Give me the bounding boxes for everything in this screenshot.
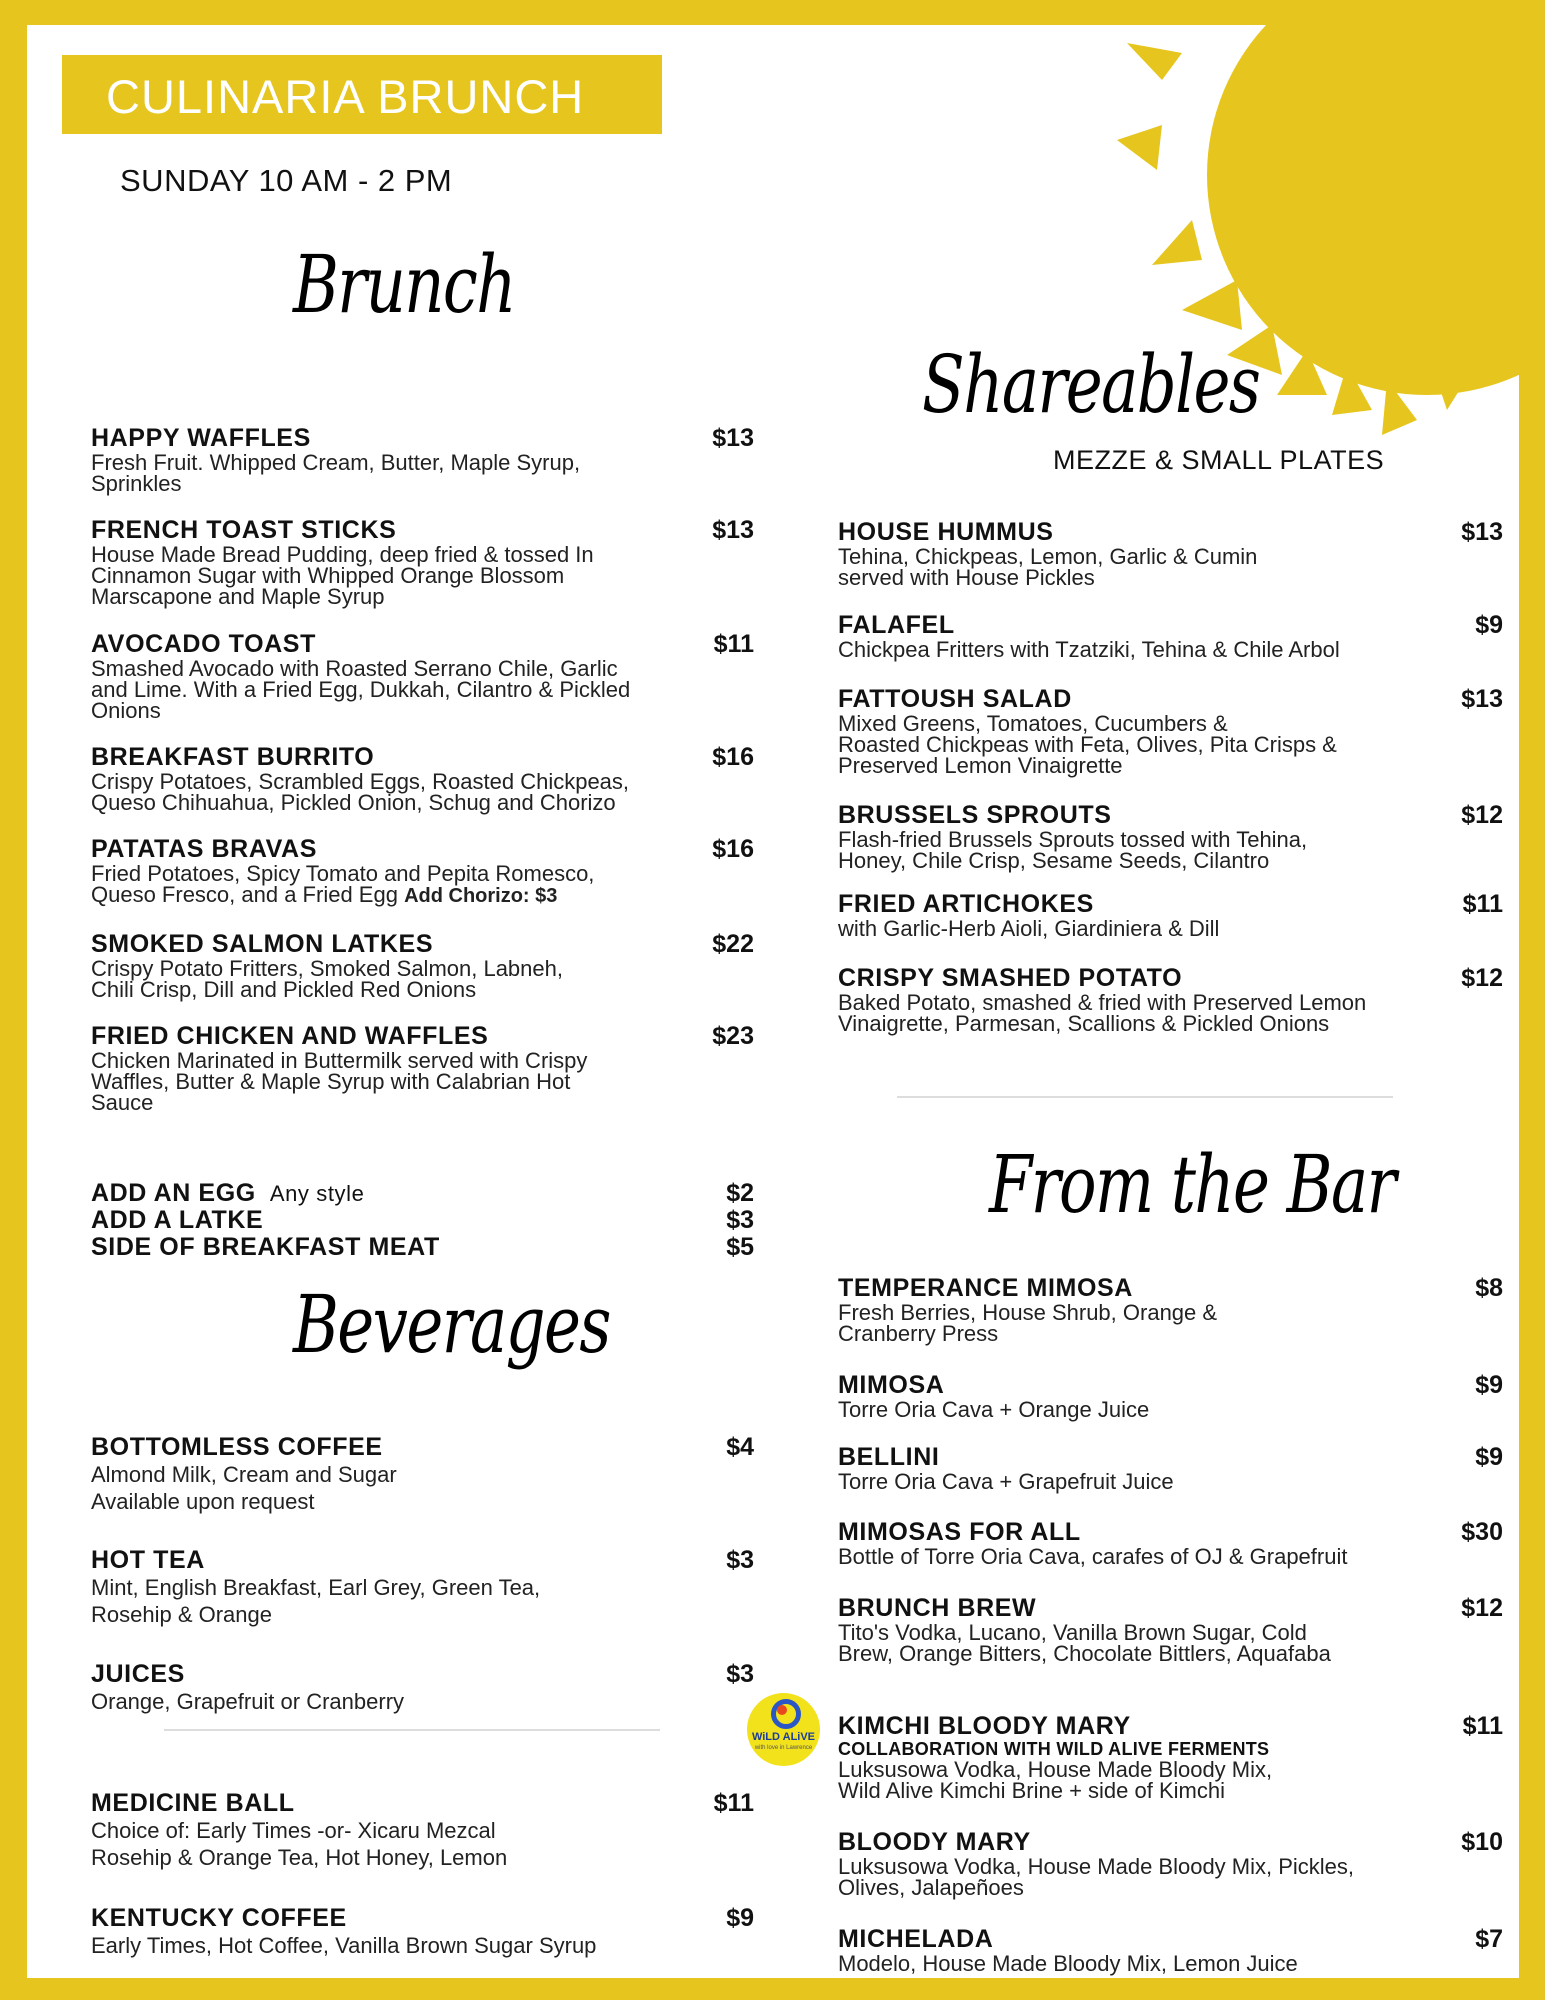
item-price: $10 [1461,1828,1503,1856]
menu-item [838,965,1503,1034]
item-name: FATTOUSH SALAD [838,685,1072,713]
item-price: $7 [1475,1925,1503,1953]
item-desc-line: Preserved Lemon Vinaigrette [838,753,1123,778]
item-desc-line: Bottle of Torre Oria Cava, carafes of OJ & Grapefruit [838,1544,1348,1569]
item-name: BOTTOMLESS COFFEE [91,1433,383,1461]
menu-item [91,836,754,907]
item-name: HOT TEA [91,1546,205,1574]
item-price: $13 [712,424,754,452]
section-divider [164,1729,660,1731]
menu-item [91,1434,754,1515]
item-collaboration-note: COLLABORATION WITH WILD ALIVE FERMENTS [838,1739,1270,1759]
menu-item [838,891,1503,939]
item-price: $9 [726,1904,754,1932]
item-name: ADD A LATKE [91,1206,264,1234]
item-desc-line: Available upon request [91,1489,315,1514]
add-on-note: Add Chorizo: $3 [404,885,558,907]
item-desc-line: Chicken Marinated in Buttermilk served with Crispy [91,1048,588,1073]
item-name: SMOKED SALMON LATKES [91,930,434,958]
item-name: BELLINI [838,1443,940,1471]
shareables-heading: Shareables [922,338,1260,431]
item-price: $3 [726,1546,754,1574]
item-desc-line: Honey, Chile Crisp, Sesame Seeds, Cilantro [838,848,1270,873]
item-price: $12 [1461,801,1503,829]
item-price: $13 [712,516,754,544]
item-desc-line: Chickpea Fritters with Tzatziki, Tehina & Chile Arbol [838,637,1340,662]
item-desc-line: Crispy Potatoes, Scrambled Eggs, Roasted Chickpeas, [91,769,630,794]
item-name: HAPPY WAFFLES [91,424,311,452]
item-desc-line: Sprinkles [91,471,182,496]
item-desc-line: Rosehip & Orange Tea, Hot Honey, Lemon [91,1845,508,1870]
item-name: SIDE OF BREAKFAST MEAT [91,1233,440,1261]
item-name: KIMCHI BLOODY MARY [838,1712,1131,1740]
item-price: $30 [1461,1518,1503,1546]
menu-item [838,1713,1503,1801]
item-desc-line: Fresh Berries, House Shrub, Orange & [838,1300,1218,1325]
item-price: $2 [726,1179,754,1207]
item-price: $9 [1475,1371,1503,1399]
item-price: $12 [1461,964,1503,992]
item-desc-line: Olives, Jalapeñoes [838,1875,1024,1900]
item-price: $11 [713,630,754,658]
item-desc-line: Roasted Chickpeas with Feta, Olives, Pita Crisps & [838,732,1337,757]
menu-item [838,1595,1503,1664]
item-price: $11 [1462,890,1503,918]
item-desc-line: Tito's Vodka, Lucano, Vanilla Brown Sugar, Cold [838,1620,1307,1645]
item-name: MEDICINE BALL [91,1789,295,1817]
menu-item [838,1275,1503,1344]
item-price: $11 [713,1789,754,1817]
item-name: JUICES [91,1660,185,1688]
item-name: TEMPERANCE MIMOSA [838,1274,1133,1302]
menu-item [91,631,754,721]
item-desc-line: Early Times, Hot Coffee, Vanilla Brown Sugar Syrup [91,1933,597,1958]
item-desc-line: Waffles, Butter & Maple Syrup with Calabrian Hot [91,1069,571,1094]
add-on-item [91,1207,754,1234]
item-price: $22 [712,930,754,958]
item-desc-line: Torre Oria Cava + Orange Juice [838,1397,1150,1422]
menu-item [838,802,1503,871]
shareables-column [838,25,1503,1978]
item-price: $3 [726,1660,754,1688]
item-name: MICHELADA [838,1925,994,1953]
menu-item [91,1905,754,1959]
item-desc-line: Queso Chihuahua, Pickled Onion, Schug and Chorizo [91,790,616,815]
item-desc-line: Mint, English Breakfast, Earl Grey, Green Tea, [91,1575,541,1600]
item-desc-line: Tehina, Chickpeas, Lemon, Garlic & Cumin [838,544,1258,569]
item-note: Any style [269,1181,365,1206]
shareables-subheading: MEZZE & SMALL PLATES [1053,445,1385,475]
item-price: $9 [1475,611,1503,639]
item-desc-line: Torre Oria Cava + Grapefruit Juice [838,1469,1174,1494]
menu-item [838,1519,1503,1567]
item-desc-line: Brew, Orange Bitters, Chocolate Bittlers, Aquafaba [838,1641,1331,1666]
menu-item [838,1372,1503,1420]
menu-item [91,517,754,607]
menu-item [91,744,754,813]
item-desc-line: Crispy Potato Fritters, Smoked Salmon, Labneh, [91,956,563,981]
item-desc-line: Onions [91,698,161,723]
menu-item [91,1661,754,1715]
item-desc-line: Cinnamon Sugar with Whipped Orange Blossom [91,563,565,588]
item-name: PATATAS BRAVAS [91,835,317,863]
item-price: $9 [1475,1443,1503,1471]
item-desc-line: served with House Pickles [838,565,1095,590]
item-name: BLOODY MARY [838,1828,1031,1856]
item-price: $16 [712,743,754,771]
item-desc-line: Almond Milk, Cream and Sugar [91,1462,397,1487]
item-desc-line: Flash-fried Brussels Sprouts tossed with Tehina, [838,827,1308,852]
item-price: $12 [1461,1594,1503,1622]
menu-title: CULINARIA BRUNCH [106,70,585,123]
menu-item [838,1829,1503,1898]
item-price: $13 [1461,685,1503,713]
add-on-item [91,1180,754,1207]
item-desc-line: with Garlic-Herb Aioli, Giardiniera & Dill [838,916,1220,941]
item-price: $8 [1475,1274,1503,1302]
item-desc-line: Smashed Avocado with Roasted Serrano Chile, Garlic [91,656,618,681]
menu-item [91,1547,754,1628]
menu-item [91,931,754,1000]
menu-item [91,1023,754,1113]
menu-item [838,686,1503,776]
menu-item [838,1444,1503,1492]
item-price: $3 [726,1206,754,1234]
item-price: $5 [726,1233,754,1261]
item-desc-line: Vinaigrette, Parmesan, Scallions & Pickled Onions [838,1011,1330,1036]
item-desc-line [91,884,754,907]
item-name: BREAKFAST BURRITO [91,743,375,771]
item-name: AVOCADO TOAST [91,630,316,658]
logo-name: WiLD ALiVE [751,1731,816,1743]
item-name: FRENCH TOAST STICKS [91,516,397,544]
item-desc-line: Cranberry Press [838,1321,999,1346]
item-price: $16 [712,835,754,863]
item-desc-line: Chili Crisp, Dill and Pickled Red Onions [91,977,477,1002]
item-desc-line: Wild Alive Kimchi Brine + side of Kimchi [838,1778,1225,1803]
item-name: FRIED ARTICHOKES [838,890,1094,918]
item-name: FALAFEL [838,611,955,639]
item-desc-line: Choice of: Early Times -or- Xicaru Mezcal [91,1818,496,1843]
item-name: MIMOSAS FOR ALL [838,1518,1081,1546]
service-hours: SUNDAY 10 AM - 2 PM [120,163,453,198]
bar-heading: From the Bar [989,1138,1395,1231]
item-price: $23 [712,1022,754,1050]
item-desc-line: Modelo, House Made Bloody Mix, Lemon Juice [838,1951,1298,1976]
item-desc-line: Rosehip & Orange [91,1602,272,1627]
menu-item [91,425,754,494]
item-desc-text: Queso Fresco, and a Fried Egg [91,882,398,907]
menu-item [838,519,1503,588]
item-name: HOUSE HUMMUS [838,518,1054,546]
wild-alive-logo [747,1693,820,1766]
item-name: BRUSSELS SPROUTS [838,801,1112,829]
add-on-item [91,1234,754,1261]
item-desc-line: Fried Potatoes, Spicy Tomato and Pepita Romesco, [91,861,595,886]
item-desc-line: Orange, Grapefruit or Cranberry [91,1689,405,1714]
item-name: KENTUCKY COFFEE [91,1904,347,1932]
item-desc-line: Mixed Greens, Tomatoes, Cucumbers & [838,711,1228,736]
menu-item [838,612,1503,660]
menu-item [91,1790,754,1871]
item-name: CRISPY SMASHED POTATO [838,964,1183,992]
item-price: $11 [1462,1712,1503,1740]
logo-tagline: with love in Lawrence [754,1745,813,1751]
item-desc-line: and Lime. With a Fried Egg, Dukkah, Cilantro & Pickled [91,677,631,702]
brunch-heading: Brunch [293,238,515,331]
menu-paper [27,25,1519,1978]
brunch-column [91,25,754,1978]
item-desc-line: Sauce [91,1090,154,1115]
item-desc-line: Marscapone and Maple Syrup [91,584,385,609]
item-name: ADD AN EGG [91,1179,256,1207]
item-price: $4 [726,1433,754,1461]
item-name: MIMOSA [838,1371,945,1399]
item-price: $13 [1461,518,1503,546]
item-desc-line: Luksusowa Vodka, House Made Bloody Mix, [838,1757,1273,1782]
item-name: BRUNCH BREW [838,1594,1037,1622]
item-desc-line: Fresh Fruit. Whipped Cream, Butter, Maple Syrup, [91,450,581,475]
item-name: FRIED CHICKEN AND WAFFLES [91,1022,489,1050]
item-desc-line: Luksusowa Vodka, House Made Bloody Mix, Pickles, [838,1854,1355,1879]
item-desc-line: House Made Bread Pudding, deep fried & tossed In [91,542,594,567]
item-desc-line: Baked Potato, smashed & fried with Preserved Lemon [838,990,1367,1015]
menu-item [838,1926,1503,1974]
beverages-heading: Beverages [293,1278,610,1371]
